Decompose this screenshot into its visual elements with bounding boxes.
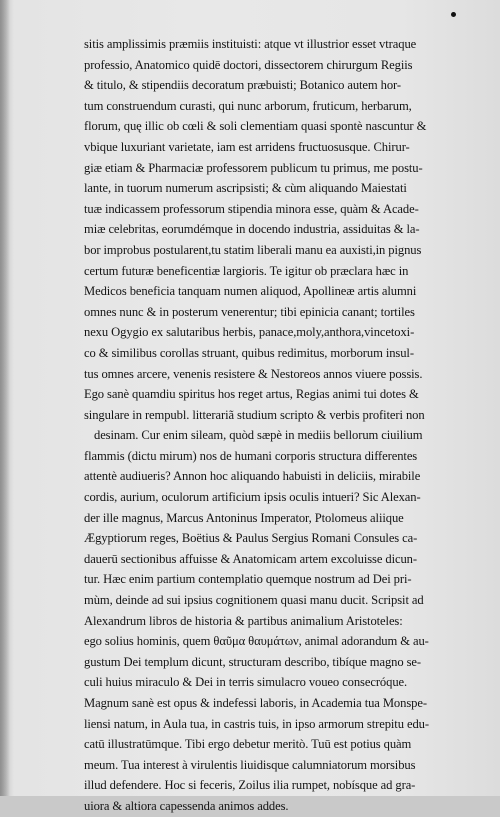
text-line: attentè audiueris? Annon hoc aliquando habuisti in deliciis, mirabile bbox=[84, 469, 421, 484]
text-line: Ego sanè quamdiu spiritus hos reget artus, Regias animi tui dotes & bbox=[84, 387, 419, 402]
text-line: bor improbus postularent,tu statim liberali manu ea auxisti,in pignus bbox=[84, 242, 422, 257]
ink-speck bbox=[451, 12, 456, 17]
body-text bbox=[84, 34, 460, 817]
text-line: tum construendum curasti, qui nunc arborum, fruticum, herbarum, bbox=[84, 98, 412, 113]
text-line: cordis, aurium, oculorum artificium ipsis oculis intueri? Sic Alexan- bbox=[84, 490, 421, 505]
text-line: certum futuræ beneficentiæ largioris. Te igitur ob præclara hæc in bbox=[84, 263, 409, 278]
text-line: tuæ indicassem professorum stipendia minora esse, quàm & Acade- bbox=[84, 201, 419, 216]
text-line: florum, quę illic ob cœli & soli clementiam quasi spontè nascuntur & bbox=[84, 119, 427, 134]
text-line: nexu Ogygio ex salutaribus herbis, panace,moly,anthora,vincetoxi- bbox=[84, 325, 415, 340]
text-line: tus omnes arcere, venenis resistere & Nestoreos annos viuere possis. bbox=[84, 366, 423, 381]
text-line: Medicos beneficia tanquam numen aliquod, Apollineæ artis alumni bbox=[84, 284, 417, 299]
text-line: dauerū sectionibus affuisse & Anatomicam artem excoluisse dicun- bbox=[84, 551, 417, 566]
text-line: omnes nunc & in posterum venerentur; tibi epinicia canant; tortiles bbox=[84, 304, 415, 319]
text-line: Magnum sanè est opus & indefessi laboris, in Academia tua Monspe- bbox=[84, 696, 427, 710]
text-line: illud defendere. Hoc si feceris, Zoilus ilia rumpet, nobísque ad gra- bbox=[84, 778, 416, 793]
text-line: der ille magnus, Marcus Antoninus Imperator, Ptolomeus aliique bbox=[84, 510, 404, 525]
text-line: desinam. Cur enim sileam, quòd sæpè in mediis bellorum ciuilium bbox=[94, 428, 423, 443]
text-line: tur. Hæc enim partium contemplatio quemque nostrum ad Dei pri- bbox=[84, 572, 412, 587]
text-line: meum. Tua interest à virulentis liuidisque calumniatorum morsibus bbox=[84, 757, 416, 772]
text-line: catū illustratūmque. Tibi ergo debetur meritò. Tuū est potius quàm bbox=[84, 737, 412, 752]
text-line: & titulo, & stipendiis decoratum præbuisti; Botanico autem hor- bbox=[84, 78, 401, 93]
text-line: gustum Dei templum dicunt, structuram describo, tibíque magno se- bbox=[84, 654, 421, 669]
text-line: miæ celebritas, eorumdémque in docendo industria, assiduitas & la- bbox=[84, 222, 420, 237]
text-line: giæ etiam & Pharmaciæ professorem publicum tu primus, me postu- bbox=[84, 160, 423, 175]
text-line: sitis amplissimis præmiis instituisti: atque vt illustrior esset vtraque bbox=[84, 37, 417, 51]
text-line: culi huius miraculo & Dei in terris simulacro voueo consecróque. bbox=[84, 675, 408, 690]
text-line: mùm, deinde ad sui ipsius cognitionem quasi manu ducit. Scripsit ad bbox=[84, 593, 424, 608]
text-line: liensi natum, in Aula tua, in castris tuis, in ipso armorum strepitu edu- bbox=[84, 716, 429, 731]
text-line: professio, Anatomico quidē doctori, dissectorem chirurgum Regiis bbox=[84, 57, 413, 72]
text-line: vbique luxuriant varietate, iam est arridens fructuosusque. Chirur- bbox=[84, 139, 410, 154]
text-line: ego solius hominis, quem θαῦμα θαυμάτων, animal adorandum & au- bbox=[84, 634, 429, 649]
text-line: lante, in tuorum numerum ascripsisti; & cùm aliquando Maiestati bbox=[84, 181, 407, 196]
text-line: Ægyptiorum reges, Boëtius & Paulus Sergius Romani Consules ca- bbox=[84, 531, 418, 546]
text-line: Alexandrum libros de historia & partibus animalium Aristoteles: bbox=[84, 613, 403, 628]
text-line: singulare in rempubl. litterariã studium scripto & verbis profiteri non bbox=[84, 407, 425, 422]
text-line: flammis (dictu mirum) nos de humani corporis structura differentes bbox=[84, 448, 418, 463]
text-line: co & similibus corollas struant, quibus redimitus, morborum insul- bbox=[84, 345, 414, 360]
text-line: uiora & altiora capessenda animos addes. bbox=[84, 798, 289, 813]
binding-shadow bbox=[0, 0, 10, 796]
